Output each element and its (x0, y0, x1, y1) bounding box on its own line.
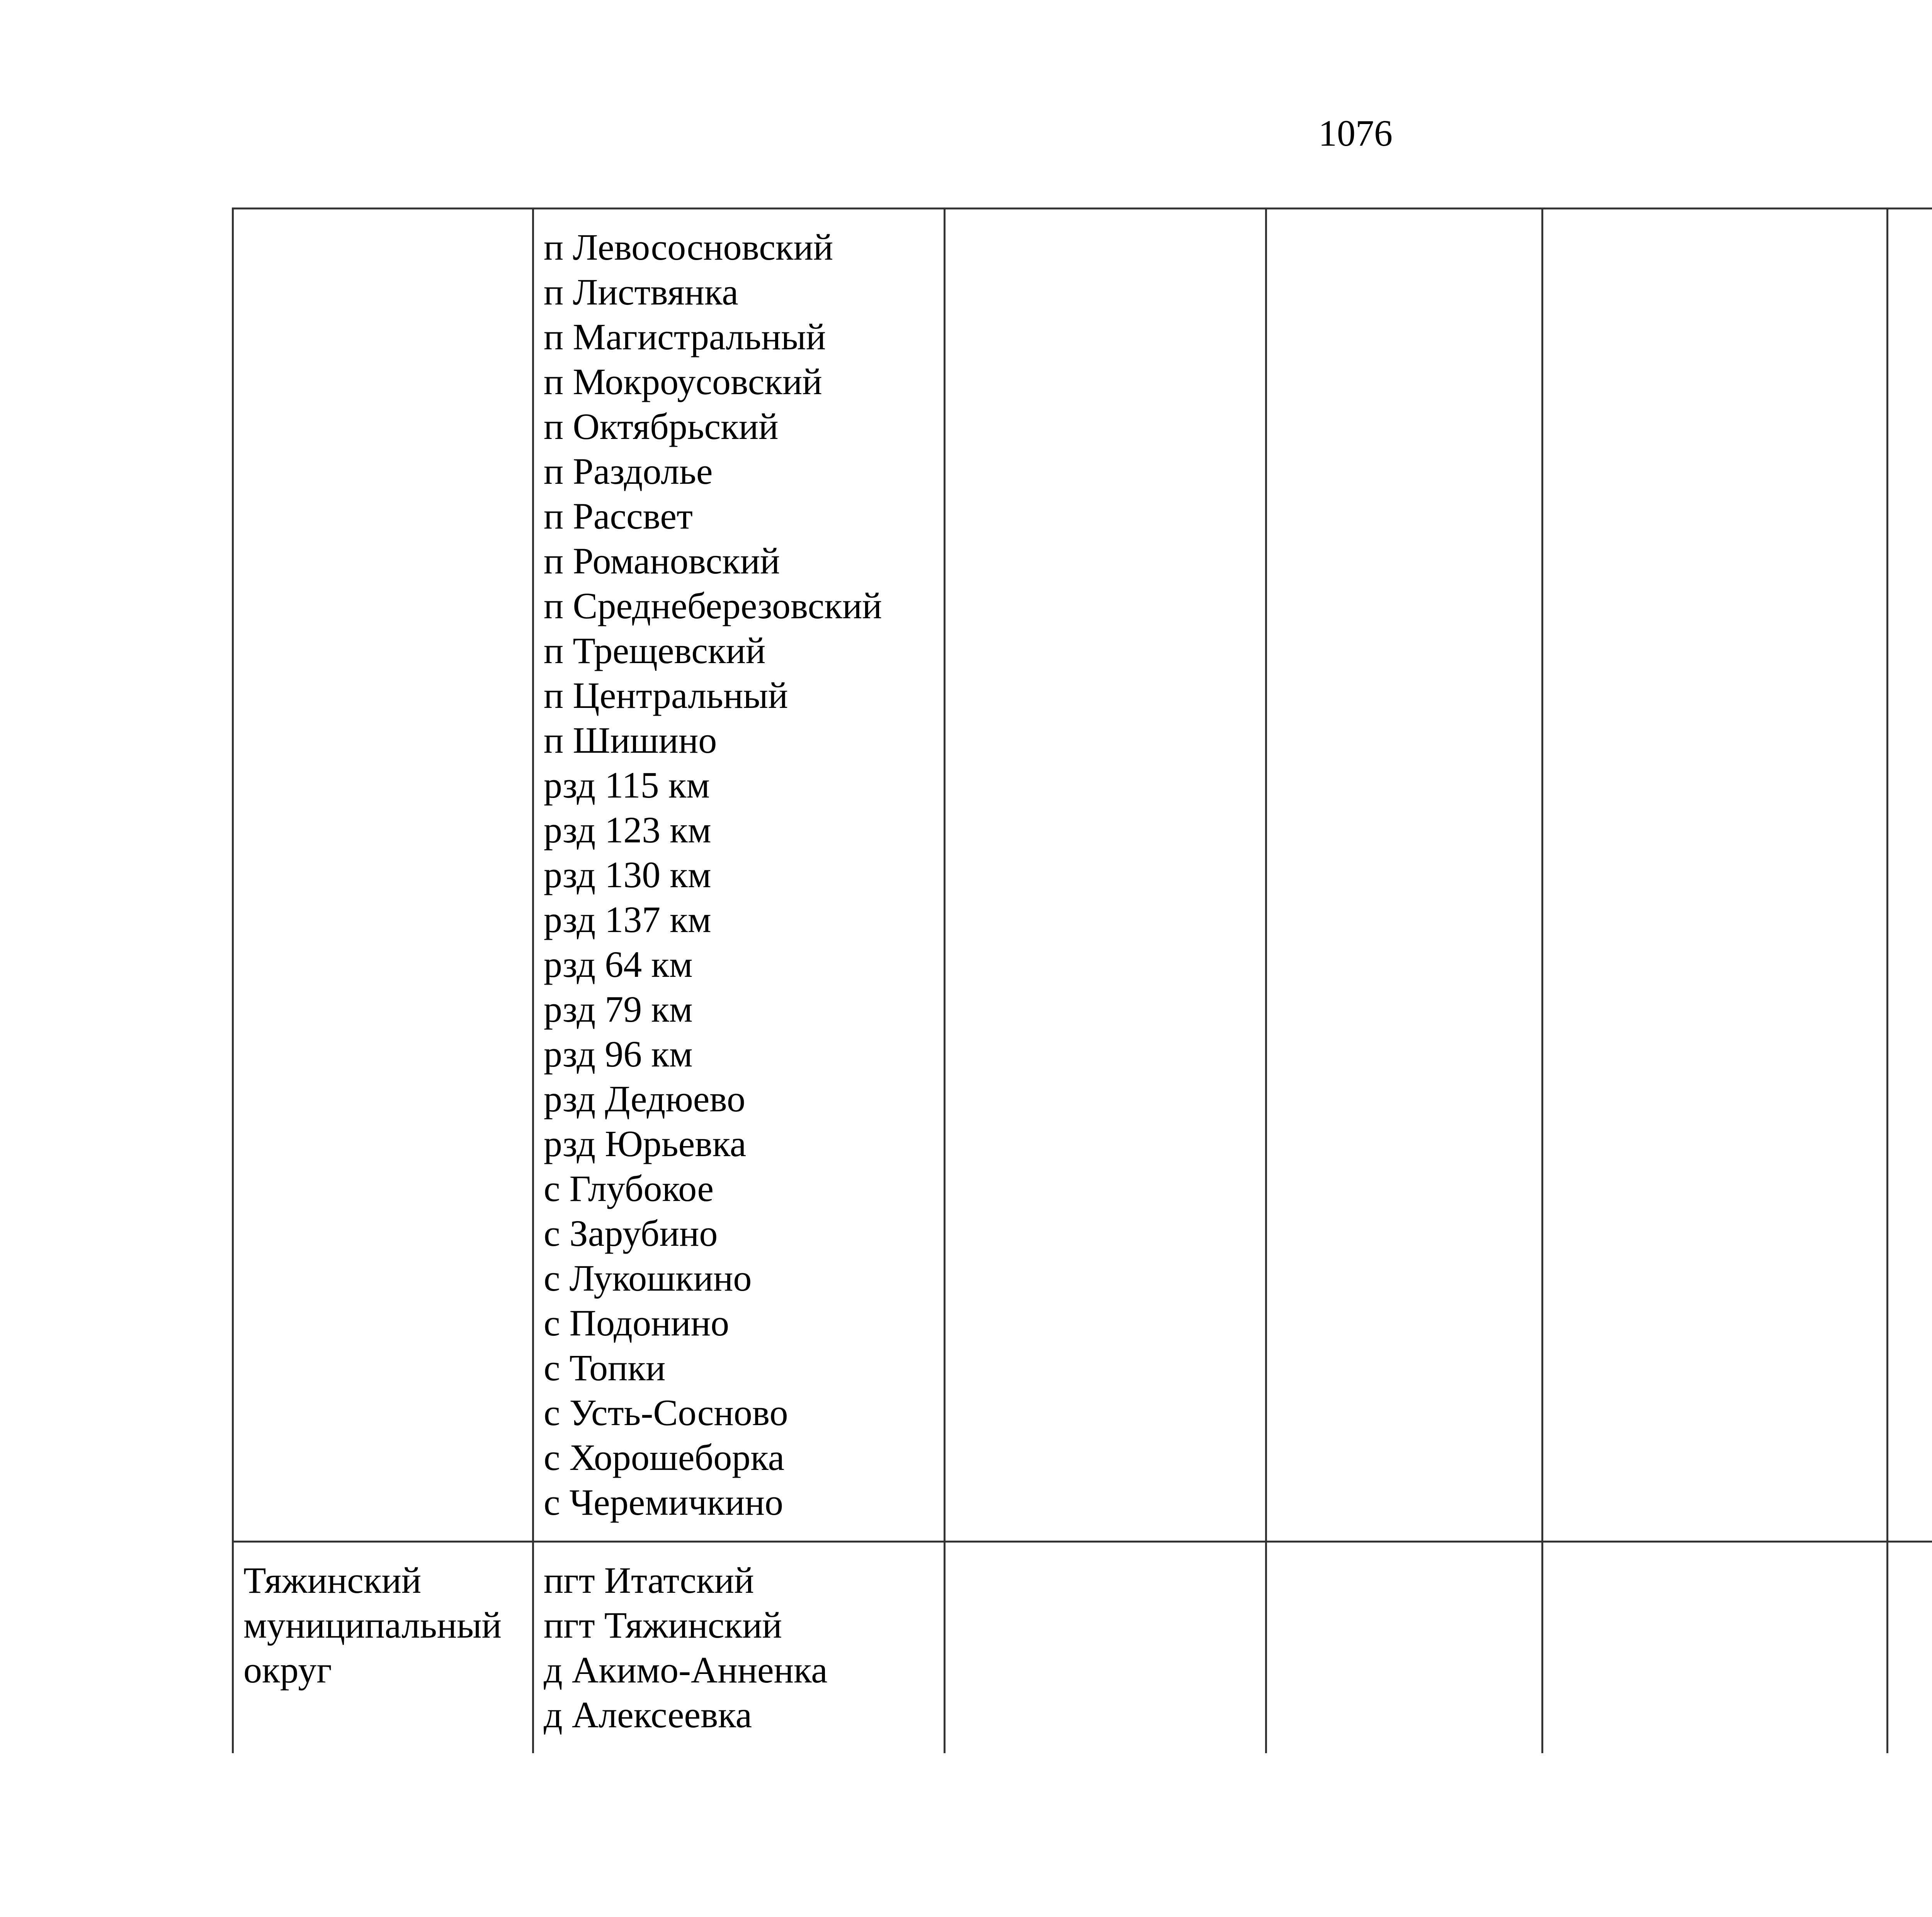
settlement-item: рзд 79 км (544, 988, 693, 1030)
table-row (233, 209, 1932, 1542)
settlement-item: д Алексеевка (544, 1694, 752, 1735)
settlement-item: п Листвянка (544, 271, 738, 313)
settlement-item: с Глубокое (544, 1168, 714, 1209)
settlement-item: п Мокроусовский (544, 361, 822, 402)
settlement-item: рзд Дедюево (544, 1078, 746, 1119)
settlements-cell (533, 1542, 945, 1754)
district-name-line: муниципальный (243, 1604, 502, 1646)
settlement-item: пгт Тяжинский (544, 1604, 782, 1646)
settlement-item: п Левососновский (544, 226, 833, 268)
empty-cell (1888, 1542, 1932, 1754)
settlement-item: с Подонино (544, 1302, 730, 1344)
settlement-item: п Магистральный (544, 316, 826, 357)
settlement-item: п Шишино (544, 720, 717, 761)
district-name-line: Тяжинский (243, 1560, 422, 1601)
district-cell (233, 1542, 533, 1754)
settlement-item: с Хорошеборка (544, 1437, 785, 1478)
settlement-item: п Октябрьский (544, 406, 779, 447)
district-name-line: округ (243, 1649, 332, 1691)
settlements-list (534, 1543, 944, 1751)
settlement-item: п Трещевский (544, 630, 766, 671)
empty-cell (1266, 1542, 1543, 1754)
district-cell (233, 209, 533, 1542)
settlement-item: с Лукошкино (544, 1257, 752, 1299)
settlements-cell (533, 209, 945, 1542)
settlement-item: рзд 115 км (544, 764, 710, 806)
settlement-item: п Раздолье (544, 451, 713, 492)
settlements-table (232, 208, 1932, 1753)
settlement-item: рзд 137 км (544, 899, 711, 940)
settlement-item: рзд 130 км (544, 854, 711, 895)
settlement-item: пгт Итатский (544, 1560, 754, 1601)
settlement-item: д Акимо-Анненка (544, 1649, 828, 1691)
empty-cell (1543, 1542, 1888, 1754)
settlement-item: п Среднеберезовский (544, 585, 882, 626)
page-number: 1076 (1318, 112, 1393, 154)
settlement-item: п Центральный (544, 675, 788, 716)
settlement-item: рзд 123 км (544, 809, 711, 850)
settlement-item: рзд 64 км (544, 944, 693, 985)
settlement-item: рзд 96 км (544, 1033, 693, 1075)
empty-cell (1266, 209, 1543, 1542)
empty-cell (945, 209, 1266, 1542)
settlement-item: п Рассвет (544, 495, 693, 537)
settlement-item: рзд Юрьевка (544, 1123, 747, 1164)
district-name (234, 209, 532, 238)
settlement-item: с Черемичкино (544, 1482, 784, 1523)
settlements-list (534, 209, 944, 1538)
settlement-item: с Топки (544, 1347, 666, 1388)
empty-cell (1543, 209, 1888, 1542)
settlement-item: с Зарубино (544, 1213, 718, 1254)
empty-cell (945, 1542, 1266, 1754)
settlement-item: с Усть-Сосново (544, 1392, 788, 1433)
settlement-item: п Романовский (544, 540, 780, 582)
district-name (234, 1543, 532, 1706)
empty-cell (1888, 209, 1932, 1542)
table-row (233, 1542, 1932, 1754)
